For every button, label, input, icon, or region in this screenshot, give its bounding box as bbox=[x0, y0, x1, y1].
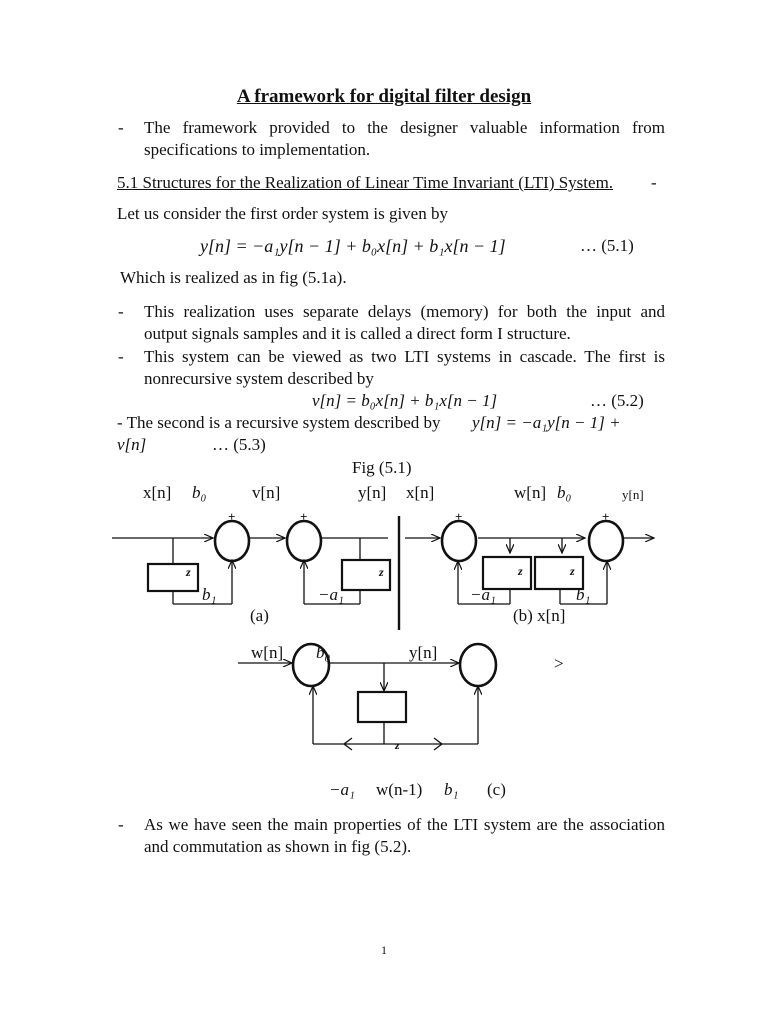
equation-5-2-tag: … (5.2) bbox=[590, 391, 644, 410]
z-label-b1: z bbox=[518, 564, 523, 578]
label-c-gt: > bbox=[554, 654, 564, 673]
label-a-b0: b₀ bbox=[192, 483, 207, 502]
bullet1-dash: - bbox=[118, 302, 124, 321]
figure-title: Fig (5.1) bbox=[352, 458, 412, 477]
intro-line2: specifications to implementation. bbox=[144, 140, 371, 159]
label-c-wn1: w(n-1) bbox=[376, 780, 423, 799]
label-a-a1: −a₁ bbox=[318, 585, 344, 604]
bullet3-line2: and commutation as shown in fig (5.2). bbox=[144, 837, 412, 856]
caption-a: (a) bbox=[250, 606, 269, 625]
label-a-xn: x[n] bbox=[143, 483, 172, 502]
label-c-yn: y[n] bbox=[409, 643, 438, 662]
label-b-b0: b₀ bbox=[557, 483, 572, 502]
z-label-c: z bbox=[395, 738, 400, 752]
z-label-a2: z bbox=[379, 565, 384, 579]
label-a-yn: y[n] bbox=[358, 483, 387, 502]
label-b-xn: x[n] bbox=[406, 483, 435, 502]
delay-block-c bbox=[358, 692, 406, 722]
adder-c2 bbox=[460, 644, 496, 686]
label-c-b1: b₁ bbox=[444, 780, 459, 799]
z-label-a1: z bbox=[186, 565, 191, 579]
equation-5-3-part2: v[n] bbox=[117, 435, 147, 454]
caption-b: (b) x[n] bbox=[513, 606, 566, 625]
label-a-b1: b₁ bbox=[202, 585, 217, 604]
equation-5-1-tag: … (5.1) bbox=[580, 236, 634, 255]
plus-a1: + bbox=[228, 509, 236, 524]
intro-dash: - bbox=[118, 118, 124, 137]
section-heading: 5.1 Structures for the Realization of Linear Time Invariant (LTI) System. bbox=[117, 173, 614, 192]
label-c-b0: b₀ bbox=[316, 643, 331, 662]
bullet3-line1: As we have seen the main properties of the LTI system are the association bbox=[144, 815, 665, 834]
bullet1-line2: output signals samples and it is called a direct form I structure. bbox=[144, 324, 571, 343]
caption-c: (c) bbox=[487, 780, 506, 799]
plus-b2: + bbox=[602, 509, 610, 524]
z-label-b2: z bbox=[570, 564, 575, 578]
bullet2-line1: This system can be viewed as two LTI systems in cascade. The first is bbox=[144, 347, 665, 366]
label-c-wn: w[n] bbox=[251, 643, 284, 662]
bullet2-dash: - bbox=[118, 347, 124, 366]
page-number: 1 bbox=[381, 943, 387, 957]
label-a-vn: v[n] bbox=[252, 483, 281, 502]
equation-5-1: y[n] = −a₁y[n − 1] + b₀x[n] + b₁x[n − 1] bbox=[200, 236, 506, 256]
equation-5-3-part1: y[n] = −a₁y[n − 1] + bbox=[472, 413, 621, 432]
label-b-wn: w[n] bbox=[514, 483, 547, 502]
realized-line: Which is realized as in fig (5.1a). bbox=[120, 268, 347, 287]
label-c-a1: −a₁ bbox=[329, 780, 355, 799]
label-b-b1: b₁ bbox=[576, 585, 591, 604]
label-b-yn: y[n] bbox=[622, 487, 644, 502]
section-dash: - bbox=[651, 173, 657, 192]
page-title: A framework for digital filter design bbox=[236, 86, 532, 107]
second-system-line: - The second is a recursive system described by bbox=[117, 413, 441, 432]
bullet2-line2: nonrecursive system described by bbox=[144, 369, 374, 388]
equation-5-3-tag: … (5.3) bbox=[212, 435, 266, 454]
bullet3-dash: - bbox=[118, 815, 124, 834]
intro-line1: The framework provided to the designer valuable information from bbox=[144, 118, 665, 137]
equation-5-2: v[n] = b₀x[n] + b₁x[n − 1] bbox=[312, 391, 498, 410]
plus-b1: + bbox=[455, 509, 463, 524]
label-b-a1: −a₁ bbox=[470, 585, 496, 604]
consider-line: Let us consider the first order system is given by bbox=[117, 204, 448, 223]
plus-a2: + bbox=[300, 509, 308, 524]
bullet1-line1: This realization uses separate delays (memory) for both the input and bbox=[144, 302, 665, 321]
